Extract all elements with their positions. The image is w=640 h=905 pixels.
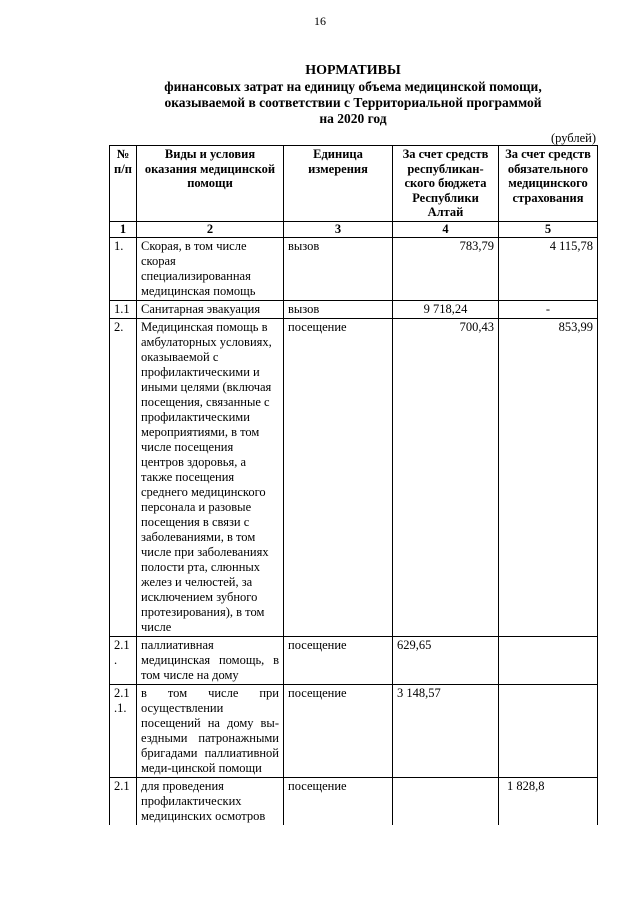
column-number: 3 xyxy=(284,221,393,237)
row-number: 2. xyxy=(110,318,137,636)
row-oms-value: 853,99 xyxy=(499,318,598,636)
column-number: 5 xyxy=(499,221,598,237)
row-number: 1. xyxy=(110,237,137,300)
table-row xyxy=(110,636,598,684)
row-number: 2.1 .1. xyxy=(110,684,137,777)
column-number: 4 xyxy=(393,221,499,237)
row-budget-value: 629,65 xyxy=(393,636,499,684)
row-description: паллиативная медицинская помощь, в том числе на дому xyxy=(137,636,284,684)
page-number: 16 xyxy=(314,14,326,28)
row-budget-value xyxy=(393,777,499,825)
row-budget-value: 3 148,57 xyxy=(393,684,499,777)
table-row xyxy=(110,777,598,825)
title-subline-1: финансовых затрат на единицу объема медицинской помощи, xyxy=(164,79,542,94)
row-unit: посещение xyxy=(284,777,393,825)
document-title xyxy=(110,62,596,127)
row-number: 2.1 xyxy=(110,777,137,825)
column-number-row xyxy=(110,221,598,237)
header-unit: Единица измерения xyxy=(284,146,393,222)
header-number: № п/п xyxy=(110,146,137,222)
row-description: Санитарная эвакуация xyxy=(137,300,284,318)
row-number: 1.1 xyxy=(110,300,137,318)
table-row xyxy=(110,300,598,318)
row-description: в том числе при осуществлении посещений на дому вы-ездными патронажными бригадами паллиативной меди-цинской помощи xyxy=(137,684,284,777)
row-budget-value: 700,43 xyxy=(393,318,499,636)
table-header-row xyxy=(110,146,598,222)
table-row xyxy=(110,318,598,636)
row-unit: вызов xyxy=(284,300,393,318)
row-oms-value: 1 828,8 xyxy=(499,777,598,825)
norms-table xyxy=(109,145,598,825)
row-budget-value: 783,79 xyxy=(393,237,499,300)
header-care-type: Виды и условия оказания медицинской помощи xyxy=(137,146,284,222)
row-oms-value: - xyxy=(499,300,598,318)
row-oms-value xyxy=(499,636,598,684)
row-unit: посещение xyxy=(284,636,393,684)
column-number: 2 xyxy=(137,221,284,237)
row-description: для проведения профилактических медицинских осмотров xyxy=(137,777,284,825)
row-oms-value: 4 115,78 xyxy=(499,237,598,300)
currency-unit-note: (рублей) xyxy=(550,131,596,145)
header-republic-budget: За счет средств республикан-ского бюджета Республики Алтай xyxy=(393,146,499,222)
row-unit: вызов xyxy=(284,237,393,300)
title-heading: НОРМАТИВЫ xyxy=(305,63,401,78)
row-unit: посещение xyxy=(284,684,393,777)
row-description: Медицинская помощь в амбулаторных условиях, оказываемой с профилактическими и иными целями (включая посещения, связанные с профилактическими мероприятиями, в том числе посещения центров здоровья, а также посещения среднего медицинского персонала и разовые посещения в связи с заболеваниями, в том числе при заболеваниях полости рта, слюнных желез и челюстей, за исключением зубного протезирования), в том числе xyxy=(137,318,284,636)
header-oms: За счет средств обязательного медицинского страхования xyxy=(499,146,598,222)
column-number: 1 xyxy=(110,221,137,237)
row-budget-value: 9 718,24 xyxy=(393,300,499,318)
row-number: 2.1 . xyxy=(110,636,137,684)
title-subline-2: оказываемой в соответствии с Территориальной программой xyxy=(164,95,542,110)
row-description: Скорая, в том числе скорая специализированная медицинская помощь xyxy=(137,237,284,300)
table-row xyxy=(110,237,598,300)
row-unit: посещение xyxy=(284,318,393,636)
table-row xyxy=(110,684,598,777)
title-subline-3: на 2020 год xyxy=(319,111,387,126)
row-oms-value xyxy=(499,684,598,777)
